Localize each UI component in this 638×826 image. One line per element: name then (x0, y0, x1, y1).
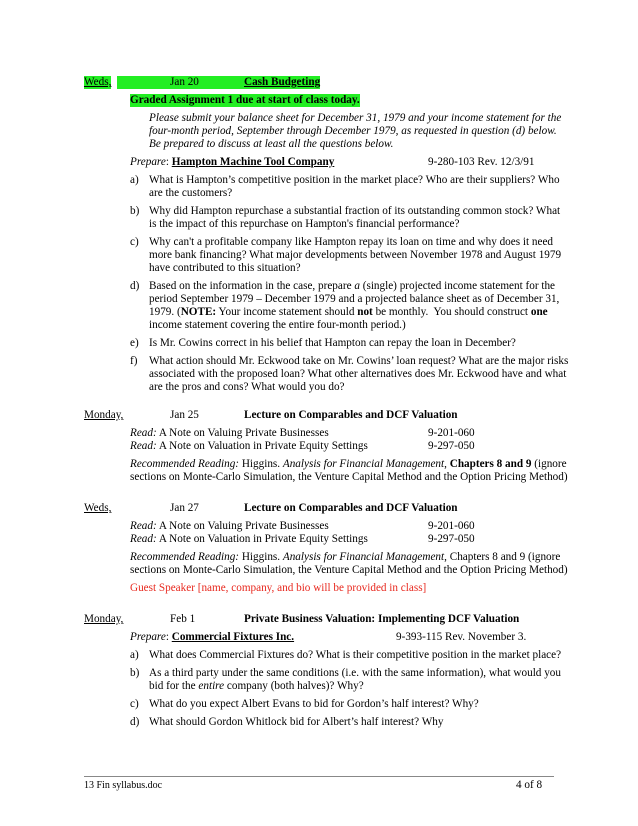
qd-t4: 1979. ( (149, 306, 181, 318)
qd-text-a: Based on the information in the case, prepare (149, 280, 352, 292)
qd-note: NOTE: (180, 306, 217, 318)
rec-comma: , (444, 458, 447, 470)
s2-read-2 (130, 440, 368, 453)
s4-qc-label: c) (130, 698, 139, 710)
prepare-colon: : (165, 156, 169, 168)
s1-qd-label: d) (130, 280, 140, 292)
s1-graded-assignment: Graded Assignment 1 due at start of class today. (130, 94, 360, 106)
case-name: Hampton Machine Tool Company (171, 156, 335, 168)
s4-qc-line1: What do you expect Albert Evans to bid for Gordon’s half interest? Why? (149, 698, 479, 710)
s1-qd-line4: income statement covering the entire four-month period.) (149, 319, 406, 331)
qb-t3: company (both halves)? Why? (226, 680, 364, 692)
s1-topic: Cash Budgeting (244, 76, 321, 88)
read-title: A Note on Valuation in Private Equity Settings (158, 440, 368, 452)
s1-qb-line2: is the impact of this repurchase on Hampton's financial performance? (149, 218, 460, 230)
s1-instr-2: four-month period, September through December 1979, as requested in question (d) below. (149, 125, 557, 137)
rec-chapters: Chapters 8 and 9 (449, 458, 532, 470)
s3-read-2 (130, 533, 368, 546)
s1-instr-3: Be prepared to discuss at least all the questions below. (149, 138, 394, 150)
s4-qa-label: a) (130, 649, 139, 661)
qd-one: one (530, 306, 548, 318)
s4-qd-label: d) (130, 716, 140, 728)
rec-book: Analysis for Financial Management (282, 551, 445, 563)
rec-label: Recommended Reading: (130, 458, 240, 470)
qb-entire: entire (198, 680, 225, 692)
qd-t8: be monthly. You should construct (372, 306, 531, 318)
rec-label: Recommended Reading: (130, 551, 240, 563)
qb-t1: bid for the (149, 680, 196, 692)
s4-qb-line2 (149, 680, 364, 693)
s1-qc-line3: have contributed to this situation? (149, 262, 301, 274)
s1-qe-line1: Is Mr. Cowins correct in his belief that Hampton can repay the loan in December? (149, 337, 516, 349)
s2-topic: Lecture on Comparables and DCF Valuation (244, 409, 458, 421)
s2-day: Monday, (84, 409, 124, 421)
s2-code-2: 9-297-050 (428, 440, 475, 452)
prepare-label: Prepare (130, 631, 166, 643)
s3-code-1: 9-201-060 (428, 520, 475, 532)
rec-chapters: , Chapters 8 and 9 (ignore (444, 551, 561, 563)
s1-qc-label: c) (130, 236, 139, 248)
read-label: Read: (130, 520, 157, 532)
s1-instr-1: Please submit your balance sheet for December 31, 1979 and your income statement for the (149, 112, 562, 124)
s4-prepare (130, 631, 294, 644)
read-title: A Note on Valuing Private Businesses (158, 520, 329, 532)
read-label: Read: (130, 440, 157, 452)
qd-a-italic: a (354, 280, 360, 292)
s4-topic: Private Business Valuation: Implementing DCF Valuation (244, 613, 520, 625)
s3-date: Jan 27 (170, 502, 199, 514)
s4-date: Feb 1 (170, 613, 196, 625)
s1-qc-line1: Why can't a profitable company like Hampton repay its loan on time and why does it need (149, 236, 554, 248)
s1-date: Jan 20 (170, 76, 244, 89)
s4-case-code: 9-393-115 Rev. November 3. (396, 631, 527, 643)
s2-recommended-2: sections on Monte-Carlo Simulation, the Venture Capital Method and the Option Pricing Method) (130, 471, 568, 483)
s1-day: Weds, (84, 76, 112, 88)
read-label: Read: (130, 427, 157, 439)
s1-highlight-gap (117, 76, 170, 89)
read-title: A Note on Valuing Private Businesses (158, 427, 329, 439)
s4-qa-line1: What does Commercial Fixtures do? What is their competitive position in the market place? (149, 649, 562, 661)
s1-qb-line1: Why did Hampton repurchase a substantial fraction of its outstanding common stock? What (149, 205, 561, 217)
s1-qf-label: f) (130, 355, 138, 367)
s1-qa-line1: What is Hampton’s competitive position in the market place? Who are their suppliers? Who (149, 174, 560, 186)
s1-qf-line1: What action should Mr. Eckwood take on Mr. Cowins’ loan request? What are the major risks (149, 355, 569, 367)
s1-qb-label: b) (130, 205, 140, 217)
prepare-colon: : (165, 631, 169, 643)
s4-day: Monday, (84, 613, 124, 625)
read-title: A Note on Valuation in Private Equity Settings (158, 533, 368, 545)
s1-qd-line2: period September 1979 – December 1979 and a projected balance sheet as of December 31, (149, 293, 560, 305)
s4-qb-label: b) (130, 667, 140, 679)
rec-ignore: (ignore (534, 458, 567, 470)
rec-author: Higgins. (241, 551, 281, 563)
qd-t6: Your income statement should (216, 306, 358, 318)
rec-author: Higgins. (241, 458, 281, 470)
s3-topic: Lecture on Comparables and DCF Valuation (244, 502, 458, 514)
s1-case-code: 9-280-103 Rev. 12/3/91 (428, 156, 535, 168)
s1-qe-label: e) (130, 337, 139, 349)
s1-qc-line2: more bank financing? What major developments between November 1978 and August 1979 (149, 249, 562, 261)
s4-qd-line1: What should Gordon Whitlock bid for Albert’s half interest? Why (149, 716, 444, 728)
qd-not: not (357, 306, 373, 318)
s3-guest-speaker: Guest Speaker [name, company, and bio will be provided in class] (130, 582, 427, 594)
s3-code-2: 9-297-050 (428, 533, 475, 545)
s2-read-1 (130, 427, 329, 440)
case-name: Commercial Fixtures Inc. (171, 631, 295, 643)
s1-prepare (130, 156, 334, 169)
s2-code-1: 9-201-060 (428, 427, 475, 439)
s3-recommended-2: sections on Monte-Carlo Simulation, the Venture Capital Method and the Option Pricing Method) (130, 564, 568, 576)
s1-qf-line3: are the pros and cons? What would you do? (149, 381, 345, 393)
s1-qf-line2: associated with the proposed loan? What other alternatives does Mr. Eckwood have and what (149, 368, 567, 380)
s3-day: Weds, (84, 502, 112, 514)
footer-filename: 13 Fin syllabus.doc (84, 780, 163, 791)
s1-qd-line1 (149, 280, 555, 293)
s3-recommended (130, 551, 560, 564)
s1-qa-label: a) (130, 174, 139, 186)
read-label: Read: (130, 533, 157, 545)
s4-qb-line1: As a third party under the same conditions (i.e. with the same information), what would you (149, 667, 561, 679)
rec-book: Analysis for Financial Management (282, 458, 445, 470)
s1-qa-line2: are the customers? (149, 187, 233, 199)
footer-page-number: 4 of 8 (516, 779, 543, 791)
s1-qd-line3 (149, 306, 548, 319)
s2-recommended (130, 458, 567, 471)
s3-read-1 (130, 520, 329, 533)
prepare-label: Prepare (130, 156, 166, 168)
footer-divider (84, 776, 554, 777)
qd-text-b: (single) projected income statement for the (362, 280, 556, 292)
s2-date: Jan 25 (170, 409, 199, 421)
